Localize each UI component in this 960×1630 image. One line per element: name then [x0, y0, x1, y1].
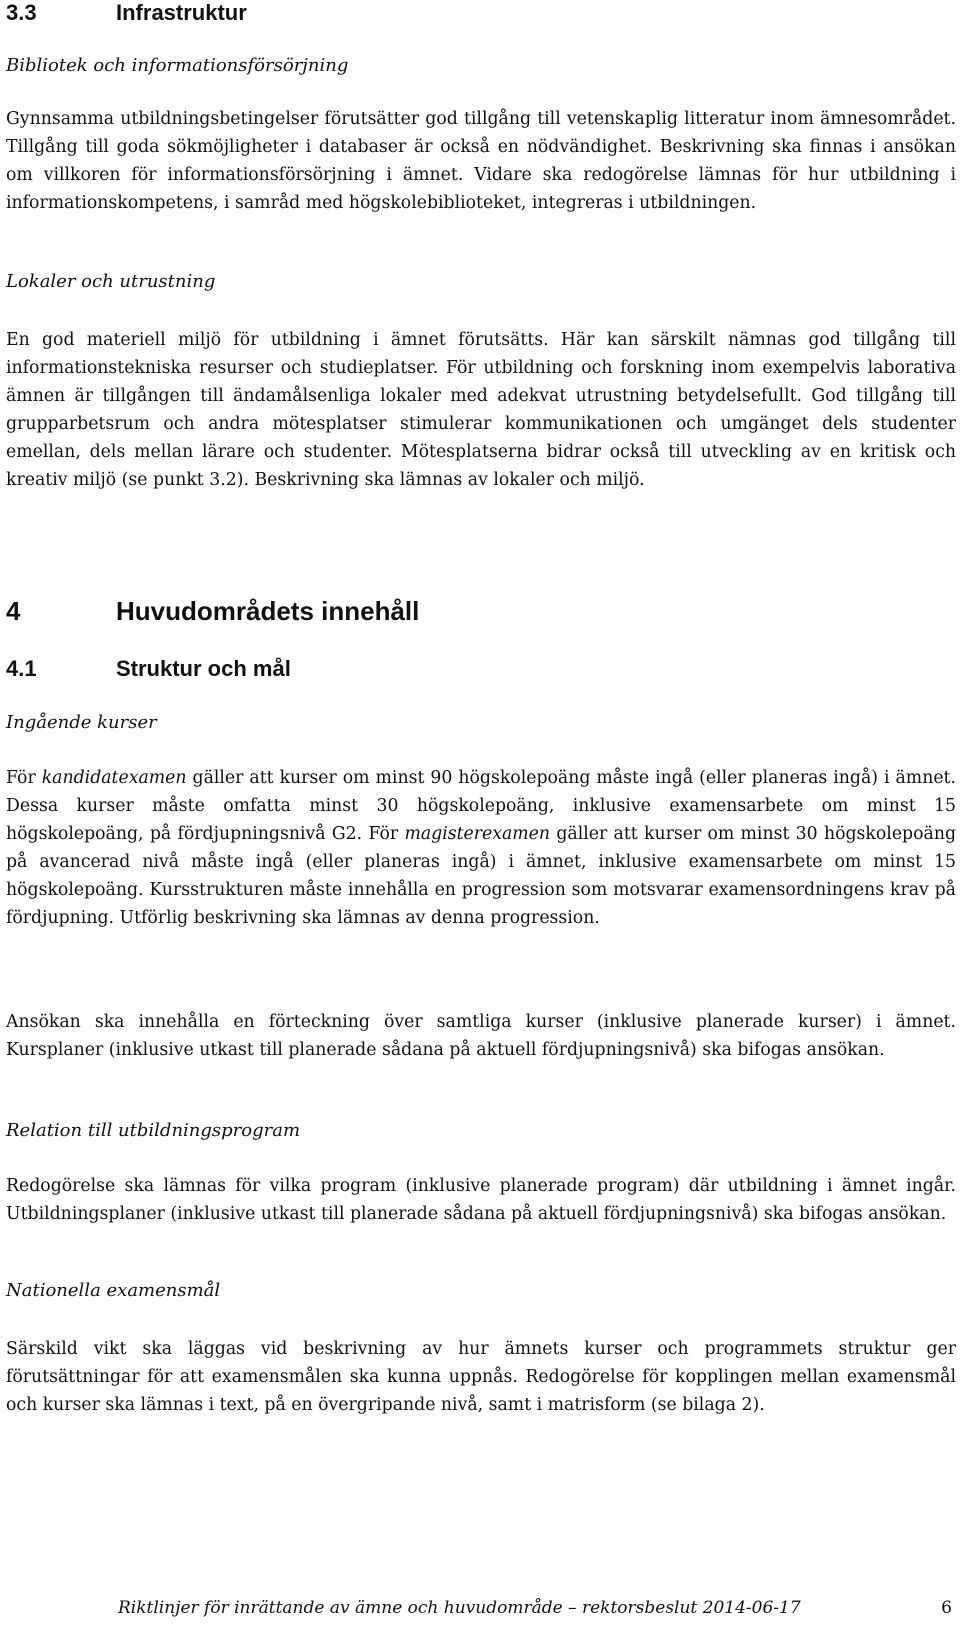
subheading-ingaende-kurser: Ingående kurser [6, 712, 157, 733]
section-title: Huvudområdets innehåll [116, 596, 420, 626]
paragraph-lokaler: En god materiell miljö för utbildning i ämnet förutsätts. Här kan särskilt nämnas god tillgång till informationstekniska resurser och studieplatser. För utbildning och forskning inom exempelvis laborativa ämnen är tillgången till ändamålsenliga lokaler med adekvat utrustning betydelsefullt. God tillgång till grupparbetsrum och andra mötesplatser stimulerar kommunikationen och umgänget dels studenter emellan, dels mellan lärare och studenter. Mötesplatserna bidrar också till utveckling av en kritisk och kreativ miljö (se punkt 3.2). Beskrivning ska lämnas av lokaler och miljö. [6, 330, 956, 490]
section-heading-4-1 [6, 656, 291, 682]
paragraph-nationella: Särskild vikt ska läggas vid beskrivning av hur ämnets kurser och programmets struktur ger förutsättningar för att examensmålen ska kunna uppnås. Redogörelse för kopplingen mellan examensmål och kurser ska lämnas i text, på en övergripande nivå, samt i matrisform (se bilaga 2). [6, 1339, 956, 1415]
emphasis-kandidatexamen: kandidatexamen [41, 768, 187, 788]
footer-text: Riktlinjer för inrättande av ämne och huvudområde – rektorsbeslut 2014-06-17 [118, 1598, 801, 1618]
section-title: Struktur och mål [116, 656, 291, 681]
emphasis-magisterexamen: magisterexamen [404, 824, 551, 844]
section-heading-4 [6, 596, 419, 627]
paragraph-bibliotek: Gynnsamma utbildningsbetingelser förutsätter god tillgång till vetenskaplig litteratur inom ämnesområdet. Tillgång till goda sökmöjligheter i databaser är också en nödvändighet. Beskrivning ska finnas i ansökan om villkoren för informationsförsörjning i ämnet. Vidare ska redogörelse lämnas för hur utbildning i informationskompetens, i samråd med högskolebiblioteket, integreras i utbildningen. [6, 109, 956, 213]
section-number: 4.1 [6, 656, 37, 681]
text-run: gäller att kurser om minst 90 högskolepoäng måste ingå (eller planeras ingå) i ämnet. Dessa kurser måste omfatta minst 30 högskolepoäng, inklusive examensarbete om minst 15 högskolepoäng, på fördjupningsnivå G2. För [6, 768, 956, 844]
text-run: gäller att kurser om minst 30 högskolepoäng på avancerad nivå måste ingå (eller planeras ingå) i ämnet, inklusive examensarbete om minst 15 högskolepoäng. Kursstrukturen måste innehålla en progression som motsvarar examensordningens krav på fördjupning. Utförlig beskrivning ska lämnas av denna progression. [6, 824, 957, 928]
paragraph-ingaende-kurser [6, 764, 956, 932]
section-title: Infrastruktur [116, 0, 247, 25]
text-run: För [6, 768, 42, 788]
paragraph-relation: Redogörelse ska lämnas för vilka program (inklusive planerade program) där utbildning i ämnet ingår. Utbildningsplaner (inklusive utkast till planerade sådana på aktuell fördjupningsnivå) ska bifogas ansökan. [6, 1176, 956, 1224]
page-number: 6 [941, 1598, 952, 1618]
subheading-bibliotek: Bibliotek och informationsförsörjning [6, 55, 349, 76]
subheading-relation: Relation till utbildningsprogram [6, 1120, 301, 1141]
section-number: 3.3 [6, 0, 37, 25]
subheading-lokaler: Lokaler och utrustning [6, 271, 216, 292]
paragraph-ansokan: Ansökan ska innehålla en förteckning över samtliga kurser (inklusive planerade kurser) i ämnet. Kursplaner (inklusive utkast till planerade sådana på aktuell fördjupningsnivå) ska bifogas ansökan. [6, 1012, 956, 1060]
subheading-nationella: Nationella examensmål [6, 1280, 221, 1301]
section-heading-3-3 [6, 0, 247, 26]
section-number: 4 [6, 596, 21, 626]
